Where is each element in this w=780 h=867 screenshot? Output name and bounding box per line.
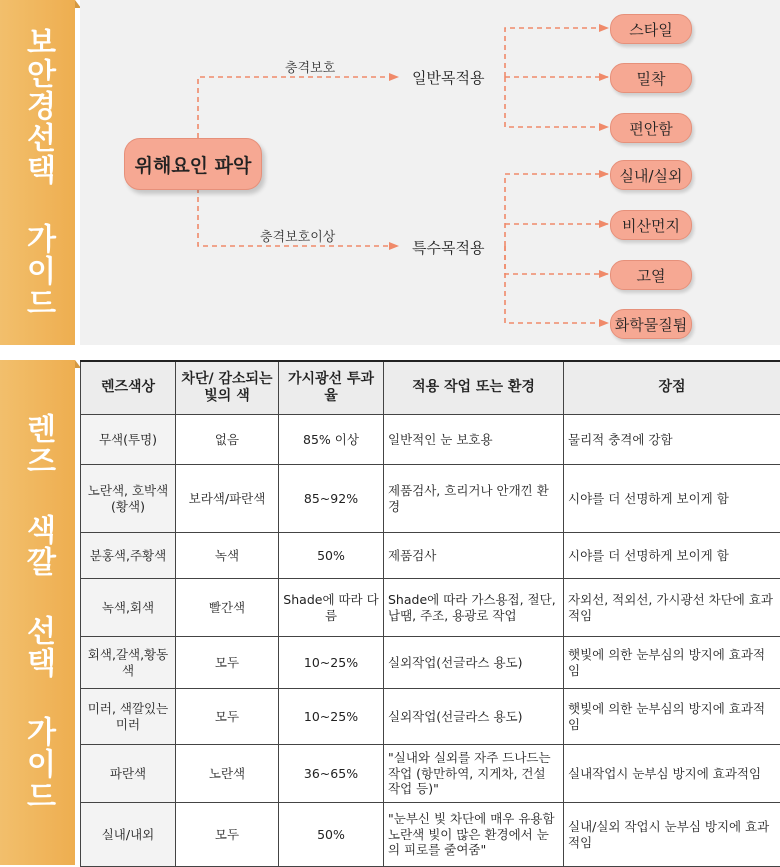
cell-transmittance: 36~65%: [279, 745, 384, 803]
table-row: [81, 579, 780, 637]
leaf-fit: 밀착: [610, 63, 692, 93]
table-row: [81, 465, 780, 533]
cell-advantage: 햇빛에 의한 눈부심의 방지에 효과적임: [564, 689, 780, 745]
cell-application: 실외작업(선글라스 용도): [384, 689, 564, 745]
cell-lens-color: 무색(투명): [81, 415, 176, 465]
header-advantage: 장점: [564, 361, 780, 415]
cell-advantage: 실내/실외 작업시 눈부심 방지에 효과적임: [564, 803, 780, 867]
cell-blocked-light: 모두: [176, 689, 279, 745]
leaf-high-heat: 고열: [610, 260, 692, 290]
cell-lens-color: 분홍색,주황색: [81, 533, 176, 579]
table-row: [81, 689, 780, 745]
edge-label-impact-protection: 충격보호: [285, 57, 335, 76]
cell-blocked-light: 노란색: [176, 745, 279, 803]
cell-transmittance: 85~92%: [279, 465, 384, 533]
cell-application: 제품검사, 흐리거나 안개낀 환경: [384, 465, 564, 533]
leaf-flying-dust: 비산먼지: [610, 210, 692, 240]
table-row: [81, 533, 780, 579]
side-tab-title: 렌즈 색깔 선택 가이드: [16, 413, 60, 812]
cell-blocked-light: 모두: [176, 803, 279, 867]
cell-transmittance: 50%: [279, 533, 384, 579]
cell-transmittance: 85% 이상: [279, 415, 384, 465]
hazard-diagram: [80, 0, 780, 345]
header-lens-color: 렌즈색상: [81, 361, 176, 415]
branch-general-purpose: 일반목적용: [412, 67, 484, 88]
cell-lens-color: 녹색,회색: [81, 579, 176, 637]
cell-application: 제품검사: [384, 533, 564, 579]
cell-lens-color: 미러, 색깔있는 미러: [81, 689, 176, 745]
table-row: [81, 745, 780, 803]
cell-lens-color: 파란색: [81, 745, 176, 803]
edge-label-beyond-impact: 충격보호이상: [260, 226, 335, 245]
cell-transmittance: Shade에 따라 다름: [279, 579, 384, 637]
table-row: [81, 637, 780, 689]
side-tab-lens-color-guide: [0, 360, 75, 865]
header-blocked-light: 차단/ 감소되는 빛의 색: [176, 361, 279, 415]
table-header-row: [81, 361, 780, 415]
table-row: [81, 415, 780, 465]
leaf-comfort: 편안함: [610, 113, 692, 143]
cell-blocked-light: 모두: [176, 637, 279, 689]
cell-blocked-light: 보라색/파란색: [176, 465, 279, 533]
cell-transmittance: 10~25%: [279, 689, 384, 745]
side-tab-safety-glasses-guide: [0, 0, 75, 345]
cell-blocked-light: 녹색: [176, 533, 279, 579]
header-visible-transmittance: 가시광선 투과율: [279, 361, 384, 415]
cell-application: "실내와 실외를 자주 드나드는 작업 (항만하역, 지게차, 건설 작업 등)": [384, 745, 564, 803]
cell-advantage: 시야를 더 선명하게 보이게 함: [564, 533, 780, 579]
root-node-hazard-identification: 위해요인 파악: [124, 138, 262, 190]
leaf-style: 스타일: [610, 14, 692, 44]
cell-advantage: 시야를 더 선명하게 보이게 함: [564, 465, 780, 533]
cell-advantage: 햇빛에 의한 눈부심의 방지에 효과적임: [564, 637, 780, 689]
cell-transmittance: 10~25%: [279, 637, 384, 689]
cell-application: 일반적인 눈 보호용: [384, 415, 564, 465]
table-row: [81, 803, 780, 867]
header-application: 적용 작업 또는 환경: [384, 361, 564, 415]
cell-lens-color: 노란색, 호박색(황색): [81, 465, 176, 533]
cell-advantage: 실내작업시 눈부심 방지에 효과적임: [564, 745, 780, 803]
cell-blocked-light: 없음: [176, 415, 279, 465]
cell-transmittance: 50%: [279, 803, 384, 867]
cell-lens-color: 회색,갈색,황동색: [81, 637, 176, 689]
cell-advantage: 물리적 충격에 강함: [564, 415, 780, 465]
leaf-chemical-splash: 화학물질튐: [610, 309, 692, 339]
cell-blocked-light: 빨간색: [176, 579, 279, 637]
cell-application: "눈부신 빛 차단에 매우 유용함 노란색 빛이 많은 환경에서 눈의 피로를 줄여줌": [384, 803, 564, 867]
lens-color-table: [80, 360, 780, 867]
side-tab-title: 보안경선택 가이드: [16, 26, 60, 319]
edge-general: [198, 77, 398, 138]
branch-special-purpose: 특수목적용: [412, 237, 484, 258]
leaf-indoor-outdoor: 실내/실외: [610, 160, 692, 190]
cell-application: 실외작업(선글라스 용도): [384, 637, 564, 689]
cell-advantage: 자외선, 적외선, 가시광선 차단에 효과적임: [564, 579, 780, 637]
cell-application: Shade에 따라 가스용접, 절단, 납땜, 주조, 용광로 작업: [384, 579, 564, 637]
cell-lens-color: 실내/내외: [81, 803, 176, 867]
